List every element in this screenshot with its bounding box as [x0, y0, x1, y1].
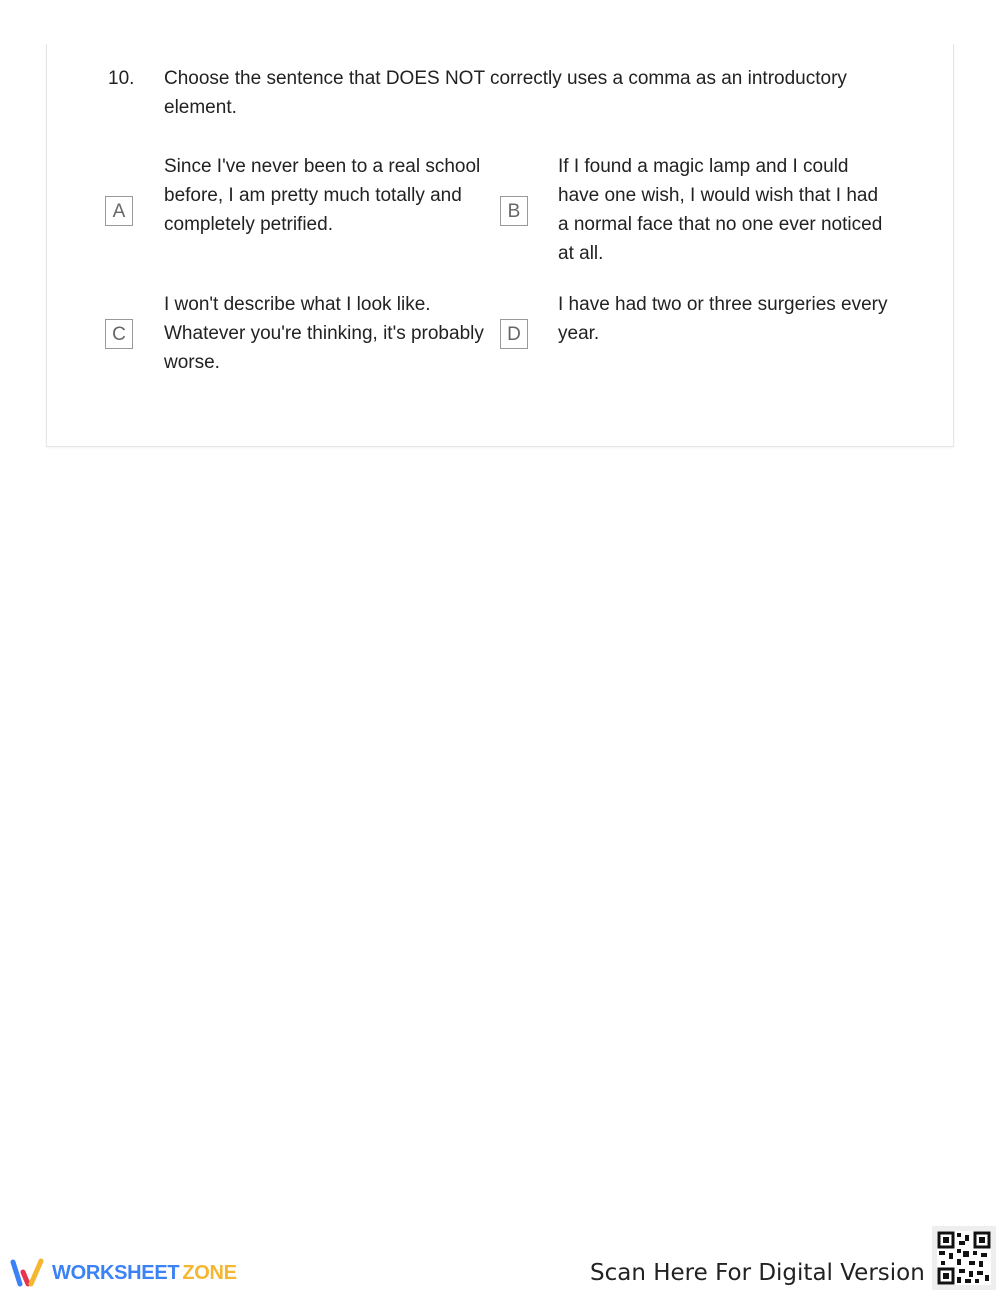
option-c-checkbox[interactable]: C	[105, 319, 133, 349]
worksheet-zone-logo	[10, 1258, 237, 1288]
logo-text-worksheet: WORKSHEET	[52, 1261, 180, 1284]
logo-text-zone: ZONE	[182, 1261, 237, 1284]
option-a-text: Since I've never been to a real school before, I am pretty much totally and completely petrified.	[164, 156, 481, 235]
logo-w-icon	[10, 1258, 46, 1288]
scan-text: Scan Here For Digital Version	[590, 1260, 925, 1286]
option-b-checkbox[interactable]: B	[500, 196, 528, 226]
option-b-text: If I found a magic lamp and I could have one wish, I would wish that I had a normal face that no one ever noticed at all.	[558, 156, 883, 264]
option-d-checkbox[interactable]: D	[500, 319, 528, 349]
qr-code-icon	[932, 1226, 996, 1290]
question-number: 10.	[108, 68, 135, 89]
option-c-text: I won't describe what I look like. Whatever you're thinking, it's probably worse.	[164, 294, 484, 373]
option-a-checkbox[interactable]: A	[105, 196, 133, 226]
question-text: Choose the sentence that DOES NOT correctly uses a comma as an introductory element.	[164, 68, 847, 118]
option-d-text: I have had two or three surgeries every year.	[558, 294, 888, 344]
